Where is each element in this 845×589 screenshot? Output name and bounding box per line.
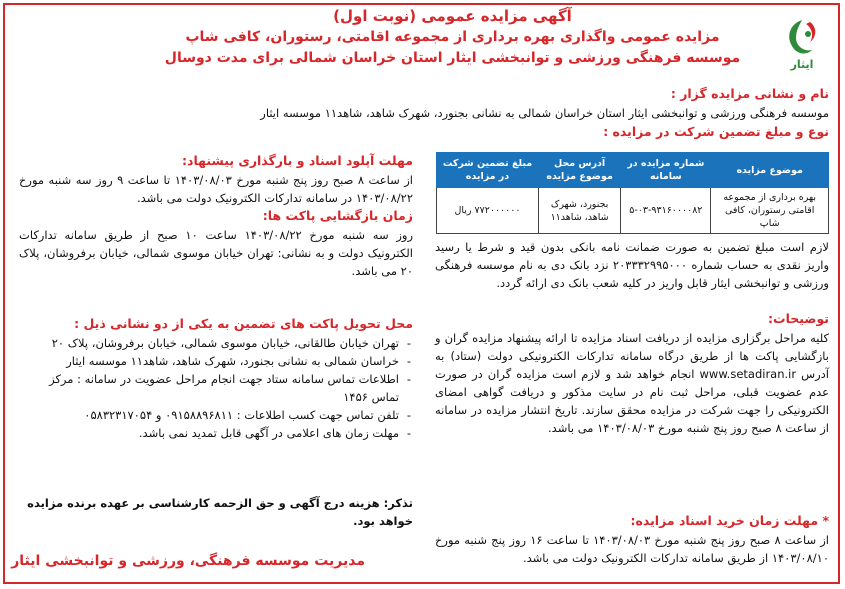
notice-header xyxy=(80,6,825,69)
logo-text: ایثار xyxy=(790,58,814,71)
table-header: شماره مزایده در سامانه xyxy=(621,153,711,188)
footer-signature: مدیریت موسسه فرهنگی، ورزشی و توانبخشی ایثار xyxy=(11,553,365,569)
guarantee-title: نوع و مبلغ تضمین شرکت در مزایده : xyxy=(603,124,829,139)
notice-subtitle: مزایده عمومی واگذاری بهره برداری از مجموعه اقامتی، رستوران، کافی شاپ xyxy=(185,29,720,45)
guarantee-text: لازم است مبلغ تضمین به صورت ضمانت نامه بانکی بدون قید و شرط یا رسید واریز نقدی به حساب شماره ۲۰۳۳۳۲۹۹۵۰۰۰ نزد بانک دی به نام موسسه فرهنگی ورزشی و توانبخشی ایثار قابل واریز در کلیه شعب بانک دی ارائه گردد. xyxy=(435,240,829,290)
note-text: تذکر: هزینه درج آگهی و حق الزحمه کارشناسی بر عهده برنده مزایده خواهد بود. xyxy=(27,496,413,528)
upload-text: از ساعت ۸ صبح روز پنج شنبه مورخ ۱۴۰۳/۰۸/۰۳ تا ساعت ۹ روز سه شنبه مورخ ۱۴۰۳/۰۸/۲۲ در سامانه تدارکات الکترونیک دولت می باشد. xyxy=(19,173,413,205)
opening-title: زمان بازگشایی پاکت ها: xyxy=(262,208,413,223)
list-item: - تلفن تماس جهت کسب اطلاعات : ۰۹۱۵۸۸۹۶۸۱۱ و ۰۵۸۳۲۳۱۷۰۵۴ xyxy=(19,406,399,424)
table-header: موضوع مزایده xyxy=(711,153,829,188)
organizer-text: موسسه فرهنگی ورزشی و توانبخشی ایثار استان خراسان شمالی به نشانی بجنورد، شهرک شاهد، شاهد۱۱ موسسه ایثار xyxy=(260,106,829,120)
purchase-text: از ساعت ۸ صبح روز پنج شنبه مورخ ۱۴۰۳/۰۸/۰۳ تا ساعت ۱۶ روز پنج شنبه مورخ ۱۴۰۳/۰۸/۱۰ از طریق سامانه تدارکات الکترونیک دولت می باشد. xyxy=(435,533,829,565)
explanations-title: توضیحات: xyxy=(768,311,829,326)
table-cell: بهره برداری از مجموعه اقامتی رستوران، کافی شاپ xyxy=(711,188,829,234)
delivery-list xyxy=(19,334,413,442)
purchase-title: * مهلت زمان خرید اسناد مزایده: xyxy=(630,513,829,528)
table-header: آدرس محل موضوع مزایده xyxy=(538,153,620,188)
table-cell: ۵-۰۳-۹۳۱۶۰۰۰۰۸۲ xyxy=(621,188,711,234)
table-cell: بجنورد، شهرک شاهد، شاهد۱۱ xyxy=(538,188,620,234)
list-item: - اطلاعات تماس سامانه ستاد جهت انجام مراحل عضویت در سامانه : مرکز تماس ۱۴۵۶ xyxy=(19,370,399,406)
notice-title: آگهی مزایده عمومی (نوبت اول) xyxy=(333,7,572,25)
auction-table xyxy=(436,152,829,234)
list-item: - خراسان شمالی به نشانی بجنورد، شهرک شاهد، شاهد۱۱ موسسه ایثار xyxy=(19,352,399,370)
table-header: مبلغ تضمین شرکت در مزایده xyxy=(437,153,539,188)
table-cell: ۷۷۲۰۰۰۰۰۰ ریال xyxy=(437,188,539,234)
list-item: - مهلت زمان های اعلامی در آگهی قابل تمدید نمی باشد. xyxy=(19,424,399,442)
upload-title: مهلت آپلود اسناد و بارگذاری پیشنهاد: xyxy=(182,153,413,168)
list-item: - تهران خیابان طالقانی، خیابان موسوی شمالی، خیابان برفروشان، پلاک ۲۰ xyxy=(19,334,399,352)
delivery-title: محل تحویل پاکت های تضمین به یکی از دو نشانی ذیل : xyxy=(74,316,413,331)
organizer-title: نام و نشانی مزایده گزار : xyxy=(670,86,829,101)
explanations-text: کلیه مراحل برگزاری مزایده از دریافت اسناد مزایده تا ارائه پیشنهاد مزایده گران و بازگشایی پاکت ها از طریق درگاه سامانه تدارکات الکترونیکی دولت (ستاد) به آدرس www.setadiran.ir انجام خواهد شد و لازم است مزایده گران در صورت عدم عضویت قبلی، مراحل ثبت نام در سایت مذکور و دریافت گواهی امضای الکترونیکی را جهت شرکت در مزایده محقق سازند. تاریخ انتشار مزایده در سامانه از ساعت ۸ صبح روز پنج شنبه مورخ ۱۴۰۳/۰۸/۰۳ می باشد. xyxy=(435,331,829,435)
table-row xyxy=(437,188,829,234)
opening-text: روز سه شنبه مورخ ۱۴۰۳/۰۸/۲۲ ساعت ۱۰ صبح از طریق سامانه تدارکات الکترونیک دولت و به نشانی: تهران خیابان موسوی شمالی، خیابان برفروشان، پلاک ۲۰ می باشد. xyxy=(19,228,414,278)
notice-organizer-line: موسسه فرهنگی ورزشی و توانبخشی ایثار استان خراسان شمالی برای مدت دوسال xyxy=(164,50,741,66)
